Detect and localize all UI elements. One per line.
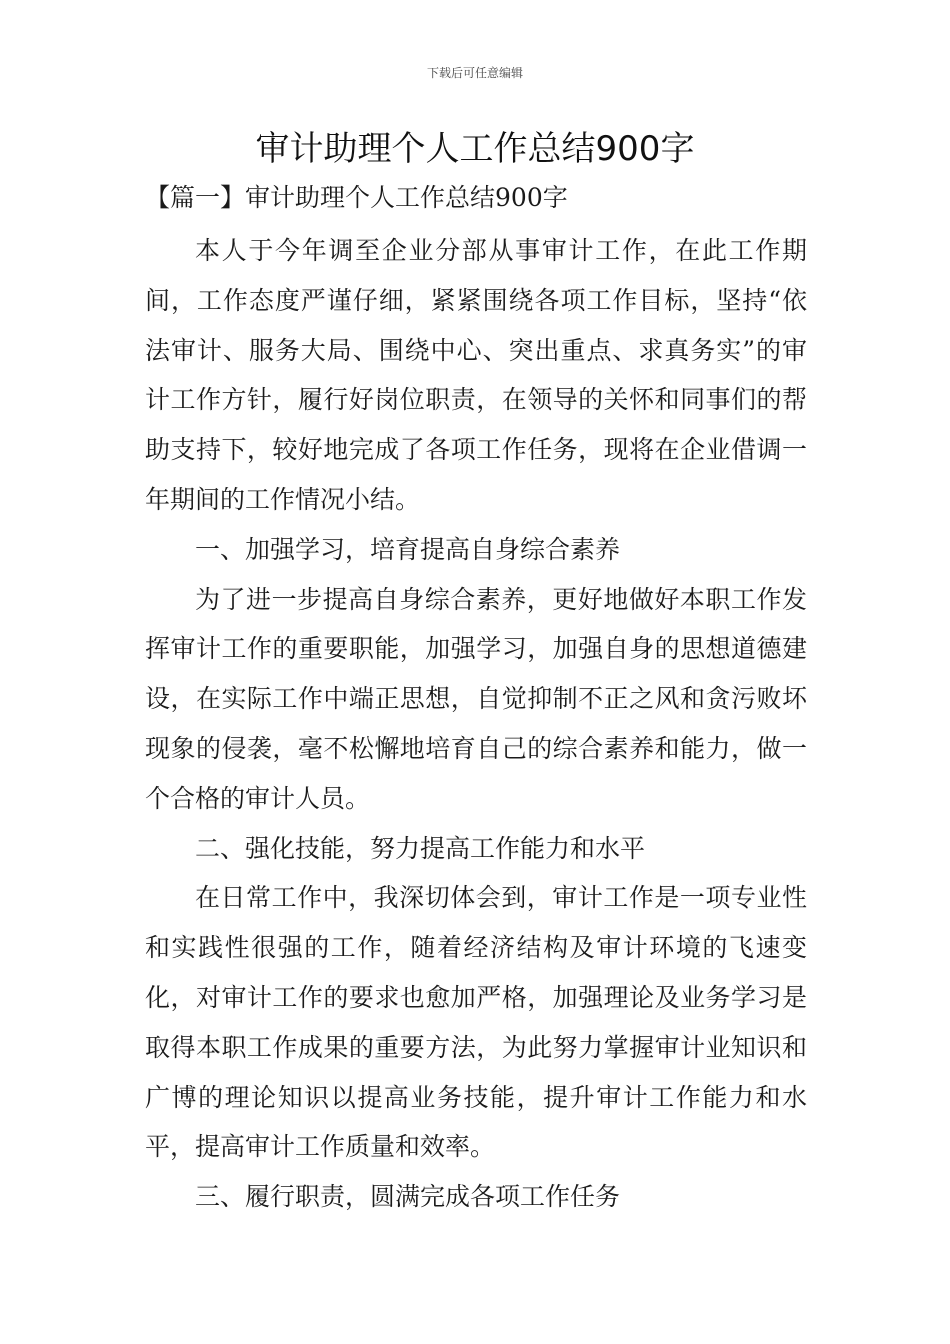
skills-paragraph: 在日常工作中，我深切体会到，审计工作是一项专业性和实践性很强的工作，随着经济结构及审计环境的飞速变化，对审计工作的要求也愈加严格，加强理论及业务学习是取得本职工作成果的重要方法，为此努力掌握审计业知识和广博的理论知识以提高业务技能，提升审计工作能力和水平，提高审计工作质量和效率。 (145, 883, 807, 1162)
header-note: 下载后可任意编辑 (426, 66, 523, 80)
study-paragraph: 为了进一步提高自身综合素养，更好地做好本职工作发挥审计工作的重要职能，加强学习，加强自身的思想道德建设，在实际工作中端正思想，自觉抑制不正之风和贪污败坏现象的侵袭，毫不松懈地培育自己的综合素养和能力，做一个合格的审计人员。 (145, 584, 807, 813)
document-title: 审计助理个人工作总结900字 (255, 129, 695, 169)
document-body (145, 226, 807, 1222)
intro-paragraph: 本人于今年调至企业分部从事审计工作，在此工作期间，工作态度严谨仔细，紧紧围绕各项工作目标，坚持“依法审计、服务大局、围绕中心、突出重点、求真务实”的审计工作方针，履行好岗位职责，在领导的关怀和同事们的帮助支持下，较好地完成了各项工作任务，现将在企业借调一年期间的工作情况小结。 (145, 236, 807, 514)
subheading-skills: 二、强化技能，努力提高工作能力和水平 (195, 833, 646, 863)
subheading-study: 一、加强学习，培育提高自身综合素养 (195, 534, 621, 564)
subheading-duties: 三、履行职责，圆满完成各项工作任务 (195, 1182, 621, 1212)
section-heading: 【篇一】审计助理个人工作总结900字 (145, 183, 568, 212)
